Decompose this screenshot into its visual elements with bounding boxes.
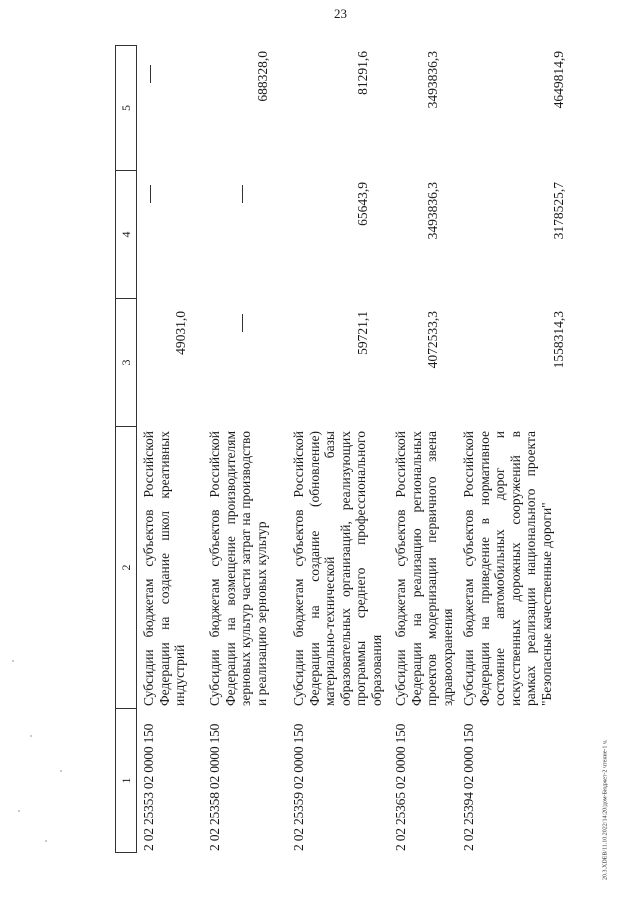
row-code: 2 02 25358 02 0000 150 (207, 723, 222, 851)
row-description: Субсидии бюджетам субъектов Российской Федерации на возмещение производителям зерновых культур части затрат на производство и реализацию зерновых культур (207, 431, 269, 706)
table-row (141, 45, 203, 853)
scan-speck (12, 660, 14, 662)
scan-speck (45, 840, 47, 842)
row-value-col3: 1558314,3 (551, 311, 566, 369)
row-value-col4: 3178525,7 (551, 182, 566, 240)
scan-speck (30, 735, 32, 737)
table-row (393, 45, 457, 853)
row-dash-col4 (150, 185, 151, 203)
row-value-col3: 49031,0 (173, 311, 188, 355)
row-value-col5: 81291,6 (355, 51, 370, 95)
row-value-col4: 3493836,3 (425, 182, 440, 240)
table-row (291, 45, 389, 853)
row-value-col5: 4649814,9 (551, 51, 566, 109)
row-description: Субсидии бюджетам субъектов Российской Федерации на создание школ креативных индустрий (141, 431, 187, 706)
header-col-5: 5 (116, 45, 136, 171)
scan-speck (18, 810, 20, 812)
header-col-3: 3 (116, 299, 136, 427)
header-col-4: 4 (116, 171, 136, 299)
row-code: 2 02 25353 02 0000 150 (141, 723, 156, 851)
table-row (461, 45, 579, 853)
row-code: 2 02 25359 02 0000 150 (291, 723, 306, 851)
header-col-1: 1 (116, 709, 136, 853)
budget-table (115, 45, 585, 853)
row-dash-col5 (150, 65, 151, 83)
header-col-2: 2 (116, 427, 136, 709)
table-row (207, 45, 289, 853)
row-dash-col4 (242, 185, 243, 203)
row-code: 2 02 25394 02 0000 150 (461, 723, 476, 851)
row-value-col3: 4072533,3 (425, 311, 440, 369)
row-value-col5: 3493836,3 (425, 51, 440, 109)
row-value-col4: 65643,9 (355, 182, 370, 226)
row-value-col3: 59721,1 (355, 311, 370, 355)
row-description: Субсидии бюджетам субъектов Российской Федерации на реализацию региональных проектов модернизации первичного звена здравоохранения (393, 431, 455, 706)
row-dash-col3 (242, 314, 243, 332)
page-number: 23 (334, 6, 347, 21)
row-description: Субсидии бюджетам субъектов Российской Федерации на приведение в нормативное состояние автомобильных дорог и искусственных дорожных сооружений в рамках реализации национального проекта "Безопасные качественные дороги" (461, 431, 554, 706)
scan-speck (60, 770, 62, 772)
row-code: 2 02 25365 02 0000 150 (393, 723, 408, 851)
table-header (115, 45, 137, 853)
footer-note: 20.3.XDEB/11.10.2022/14:20/дом-Бюджет-2 чтение-1 ч. (602, 739, 608, 880)
row-value-col5: 688328,0 (255, 51, 270, 102)
row-description: Субсидии бюджетам субъектов Российской Федерации на создание (обновление) материально-технической базы образовательных организаций, реализующих программы среднего профессионального образования (291, 431, 384, 706)
